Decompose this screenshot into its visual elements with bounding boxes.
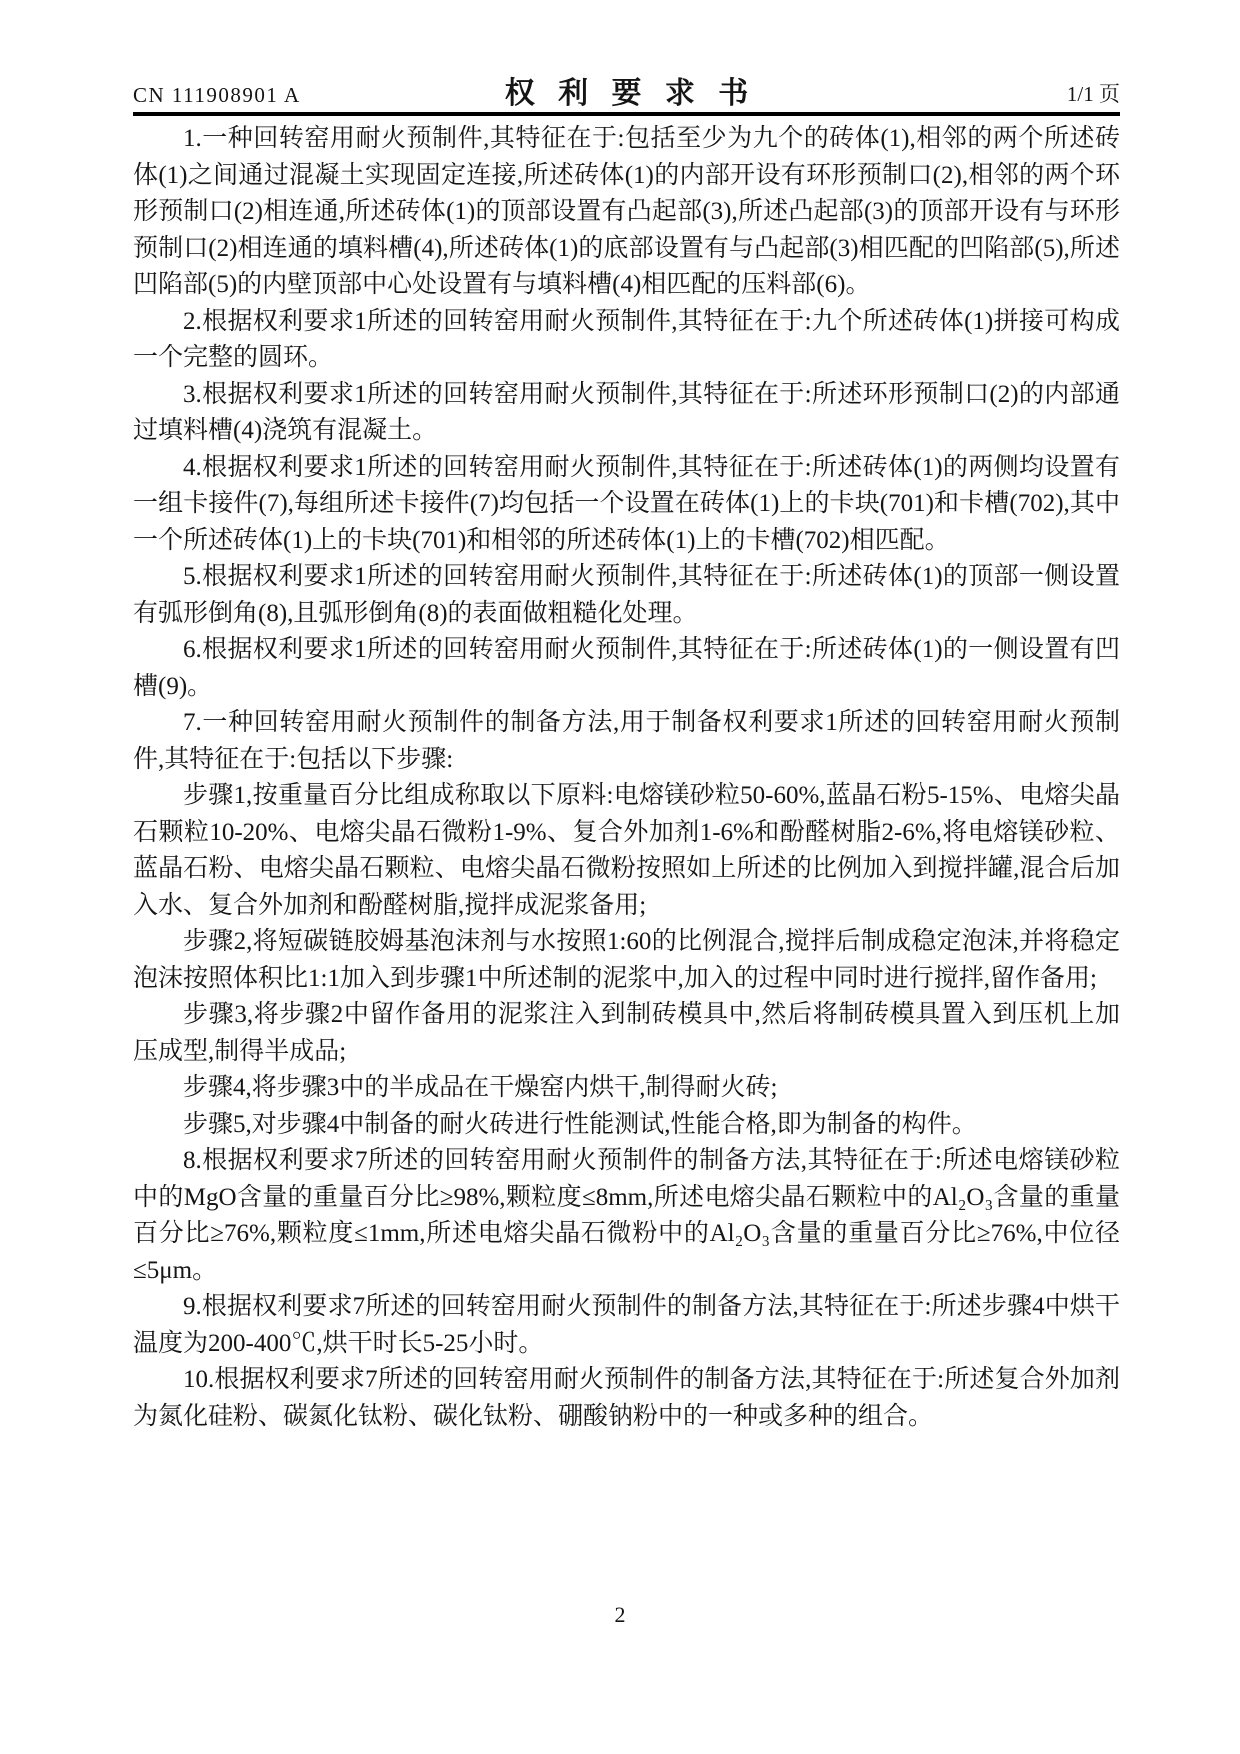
document-number: CN 111908901 A <box>133 83 301 107</box>
header-rule <box>133 112 1120 116</box>
claim-9-text: 9.根据权利要求7所述的回转窑用耐火预制件的制备方法,其特征在于:所述步骤4中烘干温度为200-400℃,烘干时长5-25小时。 <box>133 1293 1120 1357</box>
claim-4-text: 4.根据权利要求1所述的回转窑用耐火预制件,其特征在于:所述砖体(1)的两侧均设置有一组卡接件(7),每组所述卡接件(7)均包括一个设置在砖体(1)上的卡块(701)和卡槽(702),其中一个所述砖体(1)上的卡块(701)和相邻的所述砖体(1)上的卡槽(702)相匹配。 <box>133 453 1120 554</box>
claim-6-text: 6.根据权利要求1所述的回转窑用耐火预制件,其特征在于:所述砖体(1)的一侧设置有凹槽(9)。 <box>133 636 1120 700</box>
claim-7-step-5: 步骤5,对步骤4中制备的耐火砖进行性能测试,性能合格,即为制备的构件。 <box>183 1110 977 1138</box>
page-header <box>133 0 1120 112</box>
claim-7-step-1: 步骤1,按重量百分比组成称取以下原料:电熔镁砂粒50-60%,蓝晶石粉5-15%、电熔尖晶石颗粒10-20%、电熔尖晶石微粉1-9%、复合外加剂1-6%和酚醛树脂2-6%,将电熔镁砂粒、蓝晶石粉、电熔尖晶石颗粒、电熔尖晶石微粉按照如上所述的比例加入到搅拌罐,混合后加入水、复合外加剂和酚醛树脂,搅拌成泥浆备用; <box>133 782 1120 919</box>
page-footer <box>0 1602 1240 1628</box>
claim-7-step-3: 步骤3,将步骤2中留作备用的泥浆注入到制砖模具中,然后将制砖模具置入到压机上加压成型,制得半成品; <box>133 1001 1120 1065</box>
claim-7-step-2: 步骤2,将短碳链胶姆基泡沫剂与水按照1:60的比例混合,搅拌后制成稳定泡沫,并将稳定泡沫按照体积比1:1加入到步骤1中所述制的泥浆中,加入的过程中同时进行搅拌,留作备用; <box>133 928 1120 992</box>
claim-7-step-4: 步骤4,将步骤3中的半成品在干燥窑内烘干,制得耐火砖; <box>183 1074 778 1101</box>
page-indicator: 1/1 页 <box>1066 82 1120 106</box>
claim-1-text: 1.一种回转窑用耐火预制件,其特征在于:包括至少为九个的砖体(1),相邻的两个所述砖体(1)之间通过混凝土实现固定连接,所述砖体(1)的内部开设有环形预制口(2),相邻的两个环形预制口(2)相连通,所述砖体(1)的顶部设置有凸起部(3),所述凸起部(3)的顶部开设有与环形预制口(2)相连通的填料槽(4),所述砖体(1)的底部设置有与凸起部(3)相匹配的凹陷部(5),所述凹陷部(5)的内壁顶部中心处设置有与填料槽(4)相匹配的压料部(6)。 <box>133 125 1120 298</box>
page-number: 2 <box>614 1602 626 1627</box>
claim-7-text: 7.一种回转窑用耐火预制件的制备方法,用于制备权利要求1所述的回转窑用耐火预制件,其特征在于:包括以下步骤: <box>133 709 1120 773</box>
claim-5-text: 5.根据权利要求1所述的回转窑用耐火预制件,其特征在于:所述砖体(1)的顶部一侧设置有弧形倒角(8),且弧形倒角(8)的表面做粗糙化处理。 <box>133 563 1120 627</box>
claim-8-text: 8.根据权利要求7所述的回转窑用耐火预制件的制备方法,其特征在于:所述电熔镁砂粒中的MgO含量的重量百分比≥98%,颗粒度≤8mm,所述电熔尖晶石颗粒中的Al₂O₃含量的重量百分比≥76%,颗粒度≤1mm,所述电熔尖晶石微粉中的Al₂O₃含量的重量百分比≥76%,中位径≤5μm。 <box>133 1147 1120 1284</box>
claim-2-text: 2.根据权利要求1所述的回转窑用耐火预制件,其特征在于:九个所述砖体(1)拼接可构成一个完整的圆环。 <box>133 307 1120 371</box>
claim-3-text: 3.根据权利要求1所述的回转窑用耐火预制件,其特征在于:所述环形预制口(2)的内部通过填料槽(4)浇筑有混凝土。 <box>133 380 1120 444</box>
claim-10-text: 10.根据权利要求7所述的回转窑用耐火预制件的制备方法,其特征在于:所述复合外加剂为氮化硅粉、碳氮化钛粉、碳化钛粉、硼酸钠粉中的一种或多种的组合。 <box>133 1366 1120 1430</box>
claims-body <box>133 121 1120 1435</box>
page-title: 权利要求书 <box>504 77 772 110</box>
